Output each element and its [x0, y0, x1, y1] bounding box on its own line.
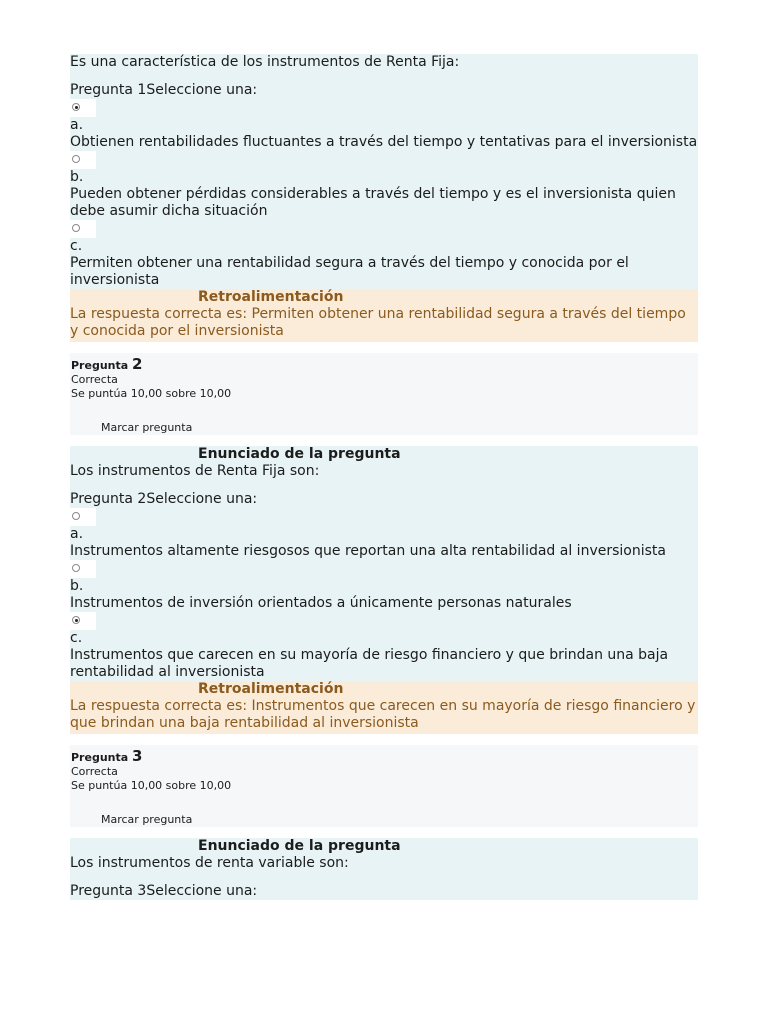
answer-letter: b.	[70, 169, 84, 185]
answer-text[interactable]: Instrumentos altamente riesgosos que reportan una alta rentabilidad al inversionista	[70, 543, 666, 559]
radio-unchecked-icon	[72, 155, 80, 163]
question-status: Correcta	[71, 373, 118, 386]
answer-text[interactable]: Instrumentos de inversión orientados a únicamente personas naturales	[70, 595, 572, 611]
radio-checked-icon	[72, 103, 80, 111]
question-score: Se puntúa 10,00 sobre 10,00	[71, 779, 232, 792]
question-1-block	[70, 54, 698, 289]
answer-text[interactable]: Permiten obtener una rentabilidad segura a través del tiempo y conocida por el inversionista	[70, 255, 629, 288]
question-label: Pregunta	[71, 359, 129, 372]
answer-radio-c[interactable]	[70, 220, 96, 238]
feedback-box	[70, 681, 698, 734]
radio-checked-icon	[72, 616, 80, 624]
question-prompt: Pregunta 2Seleccione una:	[70, 491, 258, 507]
answer-radio-b[interactable]	[70, 560, 96, 578]
radio-unchecked-icon	[72, 224, 80, 232]
answer-letter: b.	[70, 578, 84, 594]
question-prompt: Pregunta 1Seleccione una:	[70, 82, 258, 98]
answer-letter: c.	[70, 238, 83, 254]
question-label: Pregunta	[71, 751, 129, 764]
feedback-title: Retroalimentación	[198, 681, 344, 697]
flag-question-link[interactable]: Marcar pregunta	[101, 813, 193, 826]
quiz-review	[70, 54, 698, 900]
radio-unchecked-icon	[72, 512, 80, 520]
question-stem: Los instrumentos de Renta Fija son:	[70, 463, 320, 479]
question-score: Se puntúa 10,00 sobre 10,00	[71, 387, 232, 400]
answer-radio-c[interactable]	[70, 612, 96, 630]
answer-radio-a[interactable]	[70, 508, 96, 526]
question-3-block	[70, 838, 698, 900]
question-stem: Los instrumentos de renta variable son:	[70, 855, 349, 871]
flag-question-link[interactable]: Marcar pregunta	[101, 421, 193, 434]
question-stem: Es una característica de los instrumentos de Renta Fija:	[70, 54, 460, 70]
feedback-text: La respuesta correcta es: Instrumentos que carecen en su mayoría de riesgo financiero y que brindan una baja rentabilidad al inversionista	[70, 698, 696, 731]
answer-radio-a[interactable]	[70, 99, 96, 117]
answer-letter: a.	[70, 526, 84, 542]
question-info-box	[70, 353, 698, 435]
answer-letter: a.	[70, 117, 84, 133]
question-number	[71, 355, 142, 373]
answer-text[interactable]: Instrumentos que carecen en su mayoría de riesgo financiero y que brindan una baja rentabilidad al inversionista	[70, 647, 669, 680]
question-number-value: 2	[132, 355, 143, 373]
feedback-text: La respuesta correcta es: Permiten obtener una rentabilidad segura a través del tiempo y conocida por el inversionista	[70, 306, 686, 339]
question-number-value: 3	[132, 747, 143, 765]
question-info-box	[70, 745, 698, 827]
answer-letter: c.	[70, 630, 83, 646]
feedback-title: Retroalimentación	[198, 289, 344, 305]
question-text-heading: Enunciado de la pregunta	[198, 446, 401, 462]
radio-unchecked-icon	[72, 564, 80, 572]
answer-text[interactable]: Obtienen rentabilidades fluctuantes a través del tiempo y tentativas para el inversionista	[70, 134, 698, 150]
answer-text[interactable]: Pueden obtener pérdidas considerables a través del tiempo y es el inversionista quien debe asumir dicha situación	[70, 186, 676, 219]
question-text-heading: Enunciado de la pregunta	[198, 838, 401, 854]
answer-radio-b[interactable]	[70, 151, 96, 169]
question-2-block	[70, 446, 698, 681]
question-status: Correcta	[71, 765, 118, 778]
question-number	[71, 747, 142, 765]
question-prompt: Pregunta 3Seleccione una:	[70, 883, 258, 899]
feedback-box	[70, 289, 698, 342]
